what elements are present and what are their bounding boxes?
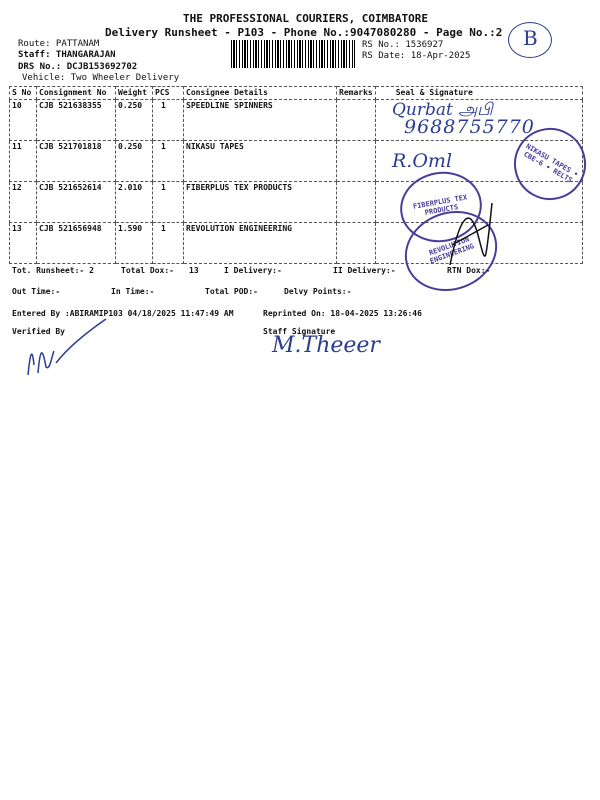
row-sno: 12 [10,182,37,223]
runsheet-subtitle: Delivery Runsheet - P103 - Phone No.:9047080280 - Page No.:2 [105,26,503,39]
fiberplus-stamp-text: FIBERPLUS TEX PRODUCTS [412,193,468,217]
col-remarks: Remarks [337,87,376,100]
nikasu-stamp-text: NIKASU TAPES • CBE-6 • RELTS [522,142,580,185]
row-consignment: CJB 521701818 [37,141,116,182]
verified-signature [20,315,110,385]
col-consignment: Consignment No [37,87,116,100]
route: Route: PATTANAM [18,39,100,49]
row-sno: 13 [10,223,37,264]
handwritten-phone-row10: 9688755770 [404,116,535,138]
row-consignee: NIKASU TAPES [184,141,337,182]
entered-by: Entered By :ABIRAMIP103 04/18/2025 11:47:49 AM [12,309,234,318]
row-consignment: CJB 521656948 [37,223,116,264]
handwritten-name-row10: Qurbat அபி [392,100,493,120]
row-consignee: REVOLUTION ENGINEERING [184,223,337,264]
row-consignee: FIBERPLUS TEX PRODUCTS [184,182,337,223]
row-remarks [337,182,376,223]
page-mark: B [523,26,538,50]
total-pod: Total POD:- [205,287,258,296]
reprinted-on: Reprinted On: 18-04-2025 13:26:46 [263,309,422,318]
col-sno: S No [10,87,37,100]
row-sno: 11 [10,141,37,182]
staff: Staff: THANGARAJAN [18,50,116,60]
staff-signature-handwritten: M.Theeer [272,333,380,358]
row-remarks [337,100,376,141]
row-weight: 0.250 [116,141,153,182]
rs-date: RS Date: 18-Apr-2025 [362,51,471,61]
row-pcs: 1 [153,100,184,141]
row-pcs: 1 [153,182,184,223]
in-time: In Time:- [111,287,155,296]
col-consignee: Consignee Details [184,87,337,100]
row-sno: 10 [10,100,37,141]
i-delivery: I Delivery:- [224,266,282,275]
row-remarks [337,223,376,264]
total-dox-value: 13 [189,266,199,275]
revolution-stamp-text: REVOLUTION ENGINEERING [428,235,476,266]
row-pcs: 1 [153,223,184,264]
delvy-points: Delvy Points:- [284,287,352,296]
staff-signature-label: Staff Signature [263,327,336,336]
row-consignment: CJB 521652614 [37,182,116,223]
row-consignee: SPEEDLINE SPINNERS [184,100,337,141]
table-header-row [10,87,583,100]
verified-by: Verified By [12,327,65,336]
company-title: THE PROFESSIONAL COURIERS, COIMBATORE [183,12,429,25]
row-weight: 0.250 [116,100,153,141]
rs-no: RS No.: 1536927 [362,40,444,50]
tot-runsheet: Tot. Runsheet:- 2 [12,266,94,275]
col-pcs: PCS [153,87,184,100]
ii-delivery: II Delivery:- [333,266,396,275]
total-dox: Total Dox:- [121,266,174,275]
out-time: Out Time:- [12,287,61,296]
scribble-signature-row12 [440,195,500,275]
row-remarks [337,141,376,182]
row-consignment: CJB 521638355 [37,100,116,141]
barcode [231,40,355,68]
drs-no: DRS No.: DCJB153692702 [18,62,138,72]
row-weight: 1.590 [116,223,153,264]
col-seal: Seal & Signature [375,87,582,100]
rtn-dox: RTN Dox:- [447,266,491,275]
table-row [10,141,583,182]
vehicle: Vehicle: Two Wheeler Delivery [22,73,180,83]
col-weight: Weight [116,87,153,100]
handwritten-sign-row11: R.Oml [392,150,453,172]
row-weight: 2.010 [116,182,153,223]
row-pcs: 1 [153,141,184,182]
